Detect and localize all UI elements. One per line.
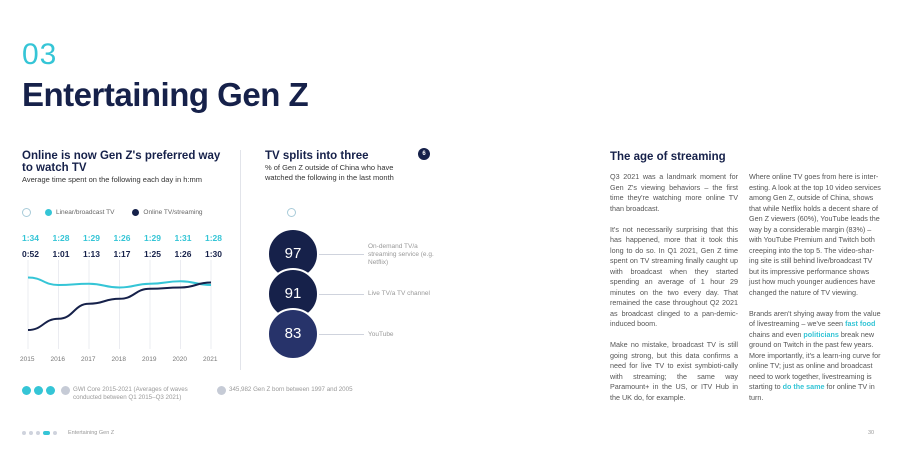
link-fast-food[interactable]: fast food	[845, 319, 876, 328]
link-do-the-same[interactable]: do the same	[782, 382, 825, 391]
legend-label: Linear/broadcast TV	[56, 209, 115, 216]
paragraph: Where online TV goes from here is inter-esting. A look at the top 10 video services among Gen Z, outside of China, shows that while Netflix holds a decent share of Gen Z viewers (60%), YouTube leads the way by a considerable margin (83%) – with YouTube Premium and Twitch both creeping into the top 5. The video-shar-ing site is still behind live/broadcast TV but its impressive performance shows just how much younger audiences have changed the nature of TV viewing.	[749, 172, 881, 297]
x-tick-label: 2020	[172, 356, 187, 363]
circle-on-demand: 97	[267, 228, 319, 280]
line-chart	[22, 258, 217, 353]
data-label: 1:29	[83, 233, 101, 243]
data-label: 1:17	[113, 249, 131, 259]
source-notes	[22, 386, 367, 402]
nav-dot[interactable]	[29, 431, 33, 435]
text-run: Brands aren't shying away from the value of livestreaming – we've seen	[749, 308, 881, 328]
article-column-2	[749, 172, 881, 414]
region-icon	[34, 386, 43, 395]
circle-live-tv: 91	[267, 268, 319, 320]
source-icon	[61, 386, 70, 395]
x-axis-labels	[20, 356, 234, 363]
left-chart-subtitle: Average time spent on the following each day in h:mm	[22, 175, 202, 184]
x-tick-label: 2016	[50, 356, 65, 363]
data-label: 0:52	[22, 249, 40, 259]
region-icon	[46, 386, 55, 395]
x-tick-label: 2017	[81, 356, 96, 363]
page-badge: 6	[418, 148, 430, 160]
region-icon	[22, 386, 31, 395]
legend-dot-icon	[132, 209, 139, 216]
article-title: The age of streaming	[610, 151, 726, 163]
left-chart-title: Online is now Gen Z's preferred way to watch TV	[22, 150, 221, 174]
data-label: 1:26	[174, 249, 192, 259]
lightbulb-icon	[287, 208, 296, 217]
data-label: 1:01	[52, 249, 70, 259]
article-column-1	[610, 172, 738, 414]
section-number: 03	[22, 38, 58, 71]
base-note: 345,982 Gen Z born between 1997 and 2005	[229, 386, 353, 393]
data-label: 1:34	[22, 233, 40, 243]
data-label: 1:25	[144, 249, 162, 259]
paragraph: Q3 2021 was a landmark moment for Gen Z's viewing behaviors – the first time they're watching more online TV than broadcast.	[610, 172, 738, 213]
legend-dot-icon	[45, 209, 52, 216]
paragraph	[749, 309, 881, 404]
text-run: break new ground on Twitch in the past few years. More importantly, it's a learn-ing curve for online TV; just as online and broadcast need to work together, livestreaming is starting to	[749, 329, 881, 391]
data-label: 1:29	[144, 233, 162, 243]
page-number: 30	[868, 430, 875, 436]
middle-title: TV splits into three	[265, 150, 369, 162]
data-label: 1:28	[205, 233, 223, 243]
circle-label: Live TV/a TV channel	[368, 290, 430, 297]
data-label: 1:26	[113, 233, 131, 243]
connector-line	[319, 294, 364, 295]
nav-dot[interactable]	[36, 431, 40, 435]
legend-label: Online TV/streaming	[143, 209, 203, 216]
connector-line	[319, 334, 364, 335]
text-run: for online TV in turn.	[749, 382, 875, 402]
data-label: 1:31	[174, 233, 192, 243]
footer-nav	[22, 430, 114, 436]
base-icon	[217, 386, 226, 395]
connector-line	[319, 254, 364, 255]
data-label: 1:30	[205, 249, 223, 259]
paragraph: Make no mistake, broadcast TV is still going strong, but this data confirms a need for live TV to exist symbioti-cally with streaming; the same way Paramount+ in the US, or ITV Hub in the UK do, for example.	[610, 340, 738, 402]
nav-dot[interactable]	[22, 431, 26, 435]
data-label: 1:13	[83, 249, 101, 259]
column-divider	[240, 150, 241, 370]
x-tick-label: 2019	[142, 356, 157, 363]
nav-dot[interactable]	[53, 431, 57, 435]
page-title: Entertaining Gen Z	[22, 76, 309, 113]
x-tick-label: 2018	[111, 356, 126, 363]
data-label: 1:28	[52, 233, 70, 243]
legend-item-linear	[45, 209, 114, 216]
middle-subtitle: % of Gen Z outside of China who have watched the following in the last month	[265, 163, 394, 182]
circle-youtube: 83	[267, 308, 319, 360]
source-note: GWI Core 2015-2021 (Averages of waves conducted between Q1 2015–Q3 2021)	[73, 386, 188, 401]
circle-label: YouTube	[368, 331, 394, 338]
nav-dot-active[interactable]	[43, 431, 50, 435]
linear-values-row	[22, 233, 236, 243]
footer-label: Entertaining Gen Z	[68, 430, 115, 436]
x-tick-label: 2015	[20, 356, 35, 363]
paragraph: It's not necessarily surprising that this has happened, more that it took this long to do so. In Q1 2021, Gen Z time spent on TV streaming finally caught up with broadcast when they started spending an average of 1 hour 29 minutes on the two every day. That remained the case throughout Q2 2021 as broadcast clinged to a pan-demic-induced boom.	[610, 224, 738, 328]
x-tick-label: 2021	[203, 356, 218, 363]
lightbulb-icon	[22, 208, 31, 217]
chart-legend	[22, 208, 221, 217]
circle-label: On-demand TV/a streaming service (e.g. Netflix)	[368, 243, 434, 266]
link-politicians[interactable]: politicians	[803, 329, 839, 339]
legend-item-online	[132, 209, 202, 216]
text-run: chains and even	[749, 329, 804, 339]
